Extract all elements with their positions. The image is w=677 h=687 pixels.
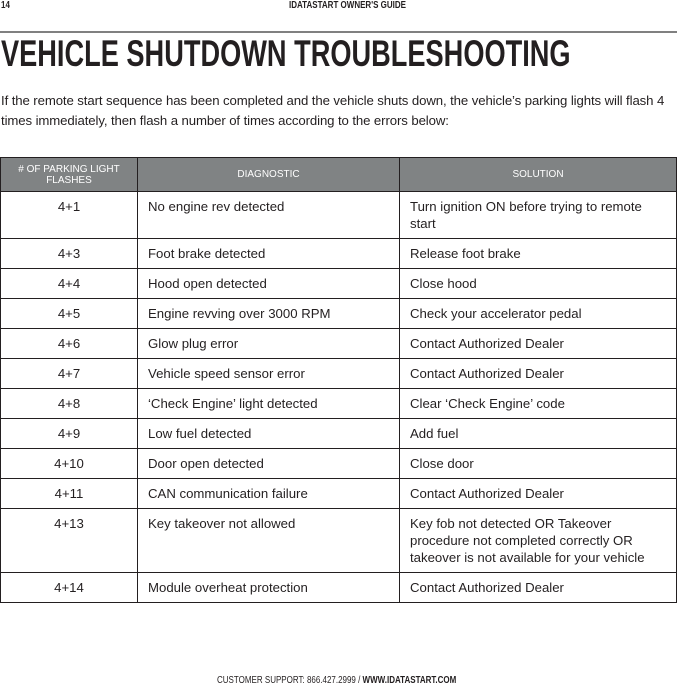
cell-diagnostic: Low fuel detected — [138, 419, 400, 449]
cell-diagnostic: CAN communication failure — [138, 479, 400, 509]
cell-solution: Contact Authorized Dealer — [400, 573, 677, 603]
header-solution: SOLUTION — [400, 158, 677, 192]
cell-flashes: 4+13 — [1, 509, 138, 573]
cell-diagnostic: Key takeover not allowed — [138, 509, 400, 573]
table-row — [1, 329, 677, 359]
cell-solution: Contact Authorized Dealer — [400, 329, 677, 359]
cell-flashes: 4+9 — [1, 419, 138, 449]
cell-diagnostic: Door open detected — [138, 449, 400, 479]
cell-solution: Contact Authorized Dealer — [400, 479, 677, 509]
website-link[interactable]: WWW.IDATASTART.COM — [362, 675, 457, 686]
cell-flashes: 4+11 — [1, 479, 138, 509]
table-row — [1, 509, 677, 573]
guide-title: IDATASTART OWNER'S GUIDE — [289, 0, 407, 11]
cell-flashes: 4+7 — [1, 359, 138, 389]
cell-flashes: 4+8 — [1, 389, 138, 419]
cell-flashes: 4+14 — [1, 573, 138, 603]
support-text: CUSTOMER SUPPORT: 866.427.2999 / — [217, 675, 363, 686]
table-row — [1, 419, 677, 449]
cell-solution: Check your accelerator pedal — [400, 299, 677, 329]
cell-diagnostic: Engine revving over 3000 RPM — [138, 299, 400, 329]
troubleshooting-table — [0, 157, 677, 603]
cell-solution: Key fob not detected OR Takeover procedure not completed correctly OR takeover is not available for your vehicle — [400, 509, 677, 573]
cell-flashes: 4+6 — [1, 329, 138, 359]
cell-flashes: 4+4 — [1, 269, 138, 299]
cell-solution: Close hood — [400, 269, 677, 299]
table-header-row — [1, 158, 677, 192]
cell-diagnostic: ‘Check Engine’ light detected — [138, 389, 400, 419]
cell-diagnostic: Hood open detected — [138, 269, 400, 299]
table-row — [1, 479, 677, 509]
cell-flashes: 4+1 — [1, 192, 138, 239]
cell-solution: Turn ignition ON before trying to remote start — [400, 192, 677, 239]
table-row — [1, 269, 677, 299]
cell-solution: Contact Authorized Dealer — [400, 359, 677, 389]
cell-solution: Release foot brake — [400, 239, 677, 269]
table-row — [1, 449, 677, 479]
cell-solution: Close door — [400, 449, 677, 479]
page-number: 14 — [1, 0, 10, 11]
footer — [217, 675, 456, 686]
header-flashes: # OF PARKING LIGHT FLASHES — [1, 158, 138, 192]
table-row — [1, 192, 677, 239]
cell-solution: Clear ‘Check Engine’ code — [400, 389, 677, 419]
table-row — [1, 389, 677, 419]
cell-solution: Add fuel — [400, 419, 677, 449]
cell-diagnostic: Glow plug error — [138, 329, 400, 359]
table-row — [1, 239, 677, 269]
table-row — [1, 573, 677, 603]
cell-diagnostic: Vehicle speed sensor error — [138, 359, 400, 389]
cell-flashes: 4+3 — [1, 239, 138, 269]
cell-diagnostic: Module overheat protection — [138, 573, 400, 603]
page-title: VEHICLE SHUTDOWN TROUBLESHOOTING — [1, 33, 571, 74]
table-row — [1, 299, 677, 329]
header-diagnostic: DIAGNOSTIC — [138, 158, 400, 192]
cell-flashes: 4+10 — [1, 449, 138, 479]
intro-paragraph: If the remote start sequence has been completed and the vehicle shuts down, the vehicle’s parking lights will flash 4 times immediately, then flash a number of times according to the errors below: — [1, 93, 665, 128]
table-row — [1, 359, 677, 389]
cell-flashes: 4+5 — [1, 299, 138, 329]
cell-diagnostic: No engine rev detected — [138, 192, 400, 239]
cell-diagnostic: Foot brake detected — [138, 239, 400, 269]
